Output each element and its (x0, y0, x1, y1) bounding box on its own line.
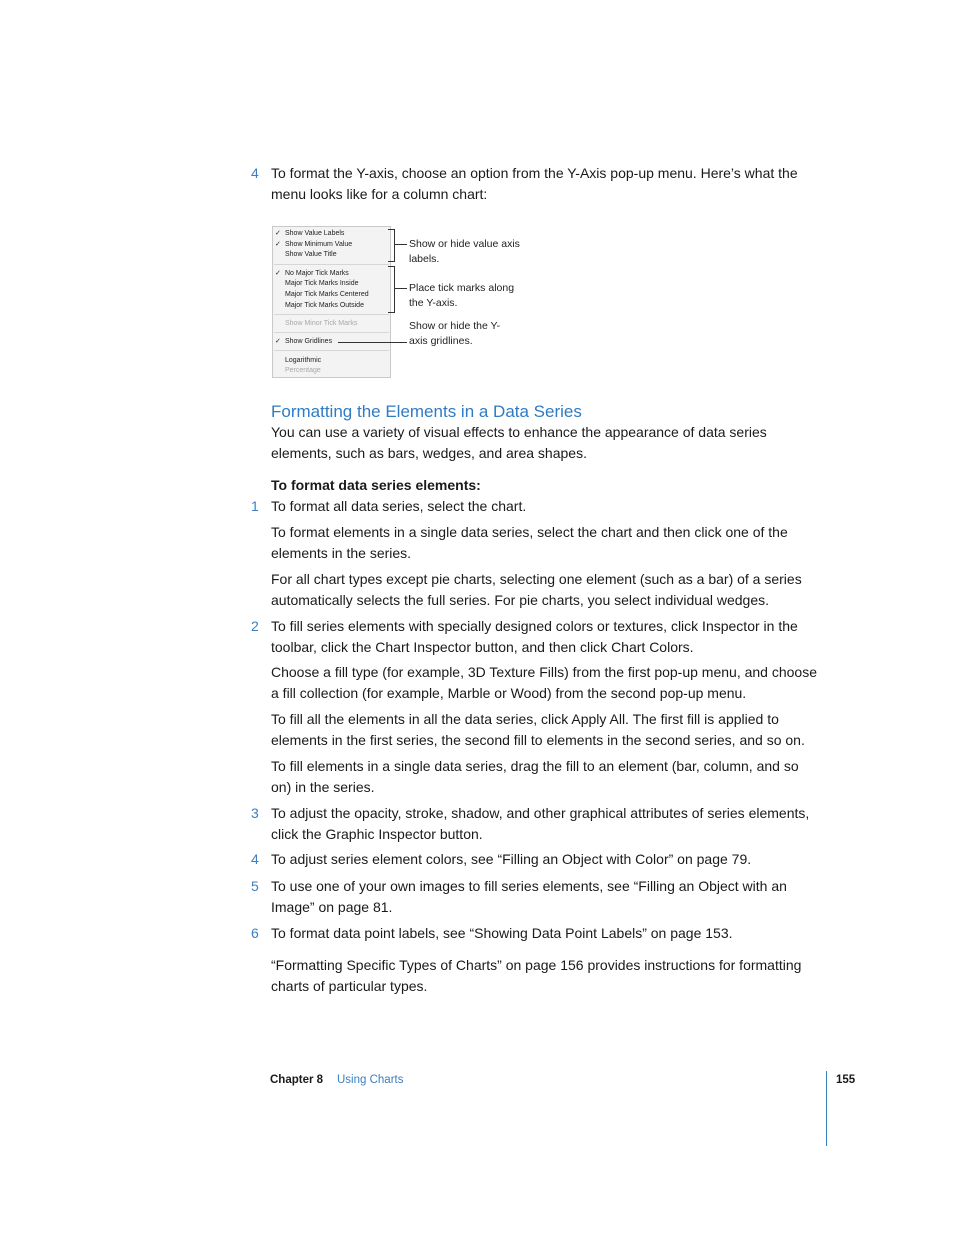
step-text: To use one of your own images to fill series elements, see “Filling an Object with an Image” on page 81. (271, 878, 787, 915)
step-text: To adjust series element colors, see “Filling an Object with Color” on page 79. (271, 851, 752, 867)
menu-item-no-major-tick-marks[interactable]: No Major Tick Marks (285, 270, 349, 277)
page-number: 155 (836, 1074, 856, 1086)
step-2-para: To fill all the elements in all the data series, click Apply All. The first fill is applied to elements in the first series, the second fill to elements in the second series, and so on. (271, 711, 805, 748)
step-2-para: Choose a fill type (for example, 3D Texture Fills) from the first pop-up menu, and choose a fill collection (for example, Marble or Wood) from the second pop-up menu. (271, 664, 817, 701)
menu-item-show-minimum-value[interactable]: Show Minimum Value (285, 241, 353, 248)
step-text: To format all data series, select the chart. (271, 498, 527, 514)
step-2-para: To fill elements in a single data series, drag the fill to an element (bar, column, and so on) in the series. (271, 758, 799, 795)
step-1-para: For all chart types except pie charts, selecting one element (such as a bar) of a series automatically selects the full series. For pie charts, you select individual wedges. (271, 571, 802, 608)
checkmark-icon: ✓ (275, 270, 281, 277)
footer-rule (826, 1071, 827, 1146)
footer-chapter-title[interactable]: Using Charts (337, 1074, 404, 1086)
menu-separator (274, 264, 389, 265)
callout-leader (395, 244, 407, 245)
menu-item-show-value-title[interactable]: Show Value Title (285, 251, 337, 258)
checkmark-icon: ✓ (275, 230, 281, 237)
step-number: 4 (251, 165, 259, 181)
callout-tick-marks: Place tick marks along the Y-axis. (409, 282, 515, 309)
menu-item-major-tick-marks-inside[interactable]: Major Tick Marks Inside (285, 280, 359, 287)
menu-separator (274, 332, 389, 333)
menu-item-percentage: Percentage (285, 367, 321, 374)
menu-item-show-value-labels[interactable]: Show Value Labels (285, 230, 345, 237)
step-number: 6 (251, 925, 259, 941)
menu-separator (274, 314, 389, 315)
callout-bracket (388, 229, 395, 262)
callout-gridlines: Show or hide the Y-axis gridlines. (409, 320, 501, 347)
step-number: 5 (251, 878, 259, 894)
step-text: To fill series elements with specially designed colors or textures, click Inspector in the toolbar, click the Chart Inspector button, and then click Chart Colors. (271, 618, 798, 655)
checkmark-icon: ✓ (275, 338, 281, 345)
section-intro: You can use a variety of visual effects to enhance the appearance of data series elements, such as bars, wedges, and area shapes. (271, 424, 767, 461)
callout-leader (338, 342, 407, 343)
menu-item-logarithmic[interactable]: Logarithmic (285, 357, 322, 364)
step-text: To format the Y-axis, choose an option from the Y-Axis pop-up menu. Here’s what the menu looks like for a column chart: (271, 165, 798, 202)
menu-item-show-gridlines[interactable]: Show Gridlines (285, 338, 333, 345)
step-number: 4 (251, 851, 259, 867)
step-text: To adjust the opacity, stroke, shadow, and other graphical attributes of series elements, click the Graphic Inspector button. (271, 805, 810, 842)
menu-item-show-minor-tick-marks: Show Minor Tick Marks (285, 320, 358, 327)
step-text: To format data point labels, see “Showing Data Point Labels” on page 153. (271, 925, 733, 941)
step-number: 2 (251, 618, 259, 634)
menu-separator (274, 350, 389, 351)
y-axis-popup-menu (272, 226, 391, 378)
section-heading: Formatting the Elements in a Data Series (271, 402, 582, 421)
step-1-para: To format elements in a single data series, select the chart and then click one of the elements in the series. (271, 524, 788, 561)
menu-item-major-tick-marks-centered[interactable]: Major Tick Marks Centered (285, 291, 369, 298)
menu-item-major-tick-marks-outside[interactable]: Major Tick Marks Outside (285, 302, 364, 309)
step-number: 1 (251, 498, 259, 514)
callout-leader (395, 288, 407, 289)
callout-value-labels: Show or hide value axis labels. (409, 238, 520, 265)
closing-paragraph: “Formatting Specific Types of Charts” on page 156 provides instructions for formatting charts of particular types. (271, 957, 802, 994)
step-number: 3 (251, 805, 259, 821)
footer-chapter: Chapter 8 (270, 1074, 324, 1086)
checkmark-icon: ✓ (275, 241, 281, 248)
callout-bracket (388, 266, 395, 313)
task-title: To format data series elements: (271, 477, 481, 493)
